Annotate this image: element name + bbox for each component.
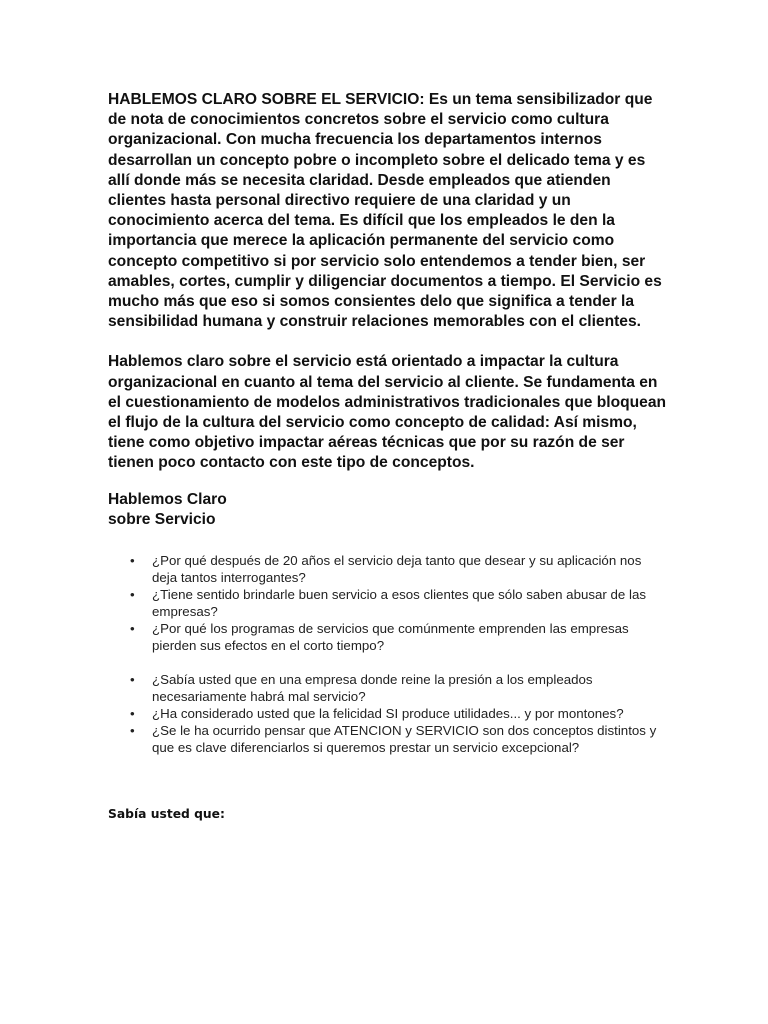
list-item-text: ¿Ha considerado usted que la felicidad SI produce utilidades... y por montones?	[152, 706, 624, 722]
list-item-text: ¿Tiene sentido brindarle buen servicio a esos clientes que sólo saben abusar de las empresas?	[152, 587, 647, 620]
intro-paragraph-body: un tema sensibilizador que de nota de conocimientos concretos sobre el servicio como cultura organizacional. Con mucha frecuencia los departamentos internos desarrollan un concepto pobre o incompleto sobre el delicado tema y es allí donde más se necesita claridad. Desde empleados que atienden clientes hasta personal directivo requiere de una claridad y un conocimiento acerca del tema. Es difícil que los empleados le den la importancia que merece la aplicación permanente del servicio como concepto competitivo si por servicio solo entendemos a tender bien, ser amables, cortes, cumplir y diligenciar documentos a tiempo. El Servicio es mucho más que eso si somos consientes delo que significa a tender la sensibilidad humana y construir relaciones memorables con el clientes.	[108, 91, 662, 331]
list-item	[108, 620, 668, 654]
closing-label: Sabía usted que:	[108, 807, 225, 822]
list-item	[108, 671, 668, 705]
question-list-2	[108, 671, 668, 756]
section-heading-line1: Hablemos Claro	[108, 490, 227, 508]
list-item	[108, 552, 668, 586]
bullet-icon: •	[130, 553, 135, 569]
section-heading	[108, 490, 668, 530]
bullet-icon: •	[130, 587, 135, 603]
bullet-icon: •	[130, 672, 135, 688]
question-list-1	[108, 552, 668, 654]
orientation-paragraph: Hablemos claro sobre el servicio está orientado a impactar la cultura organizacional en cuanto al tema del servicio al cliente. Se fundamenta en el cuestionamiento de modelos administrativos tradicionales que bloquean el flujo de la cultura del servicio como concepto de calidad: Así mismo, tiene como objetivo impactar aéreas técnicas que por su razón de ser tienen poco contacto con este tipo de conceptos.	[108, 353, 667, 472]
list-item-text: ¿Se le ha ocurrido pensar que ATENCION y SERVICIO son dos conceptos distintos y que es clave diferenciarlos si queremos prestar un servicio excepcional?	[152, 723, 657, 756]
list-item-text: ¿Por qué los programas de servicios que comúnmente emprenden las empresas pierden sus efectos en el corto tiempo?	[152, 621, 629, 654]
list-item-text: ¿Por qué después de 20 años el servicio deja tanto que desear y su aplicación nos deja tantos interrogantes?	[152, 553, 642, 586]
list-item	[108, 705, 668, 722]
document-page	[108, 90, 668, 822]
list-item	[108, 722, 668, 756]
bullet-icon: •	[130, 706, 135, 722]
list-item	[108, 586, 668, 620]
section-heading-line2: sobre Servicio	[108, 510, 216, 528]
bullet-icon: •	[130, 621, 135, 637]
intro-paragraph-lead: HABLEMOS CLARO SOBRE EL SERVICIO: Es	[108, 91, 448, 108]
intro-paragraph	[108, 90, 668, 332]
bullet-icon: •	[130, 723, 135, 739]
list-item-text: ¿Sabía usted que en una empresa donde reine la presión a los empleados necesariamente habrá mal servicio?	[152, 672, 593, 705]
